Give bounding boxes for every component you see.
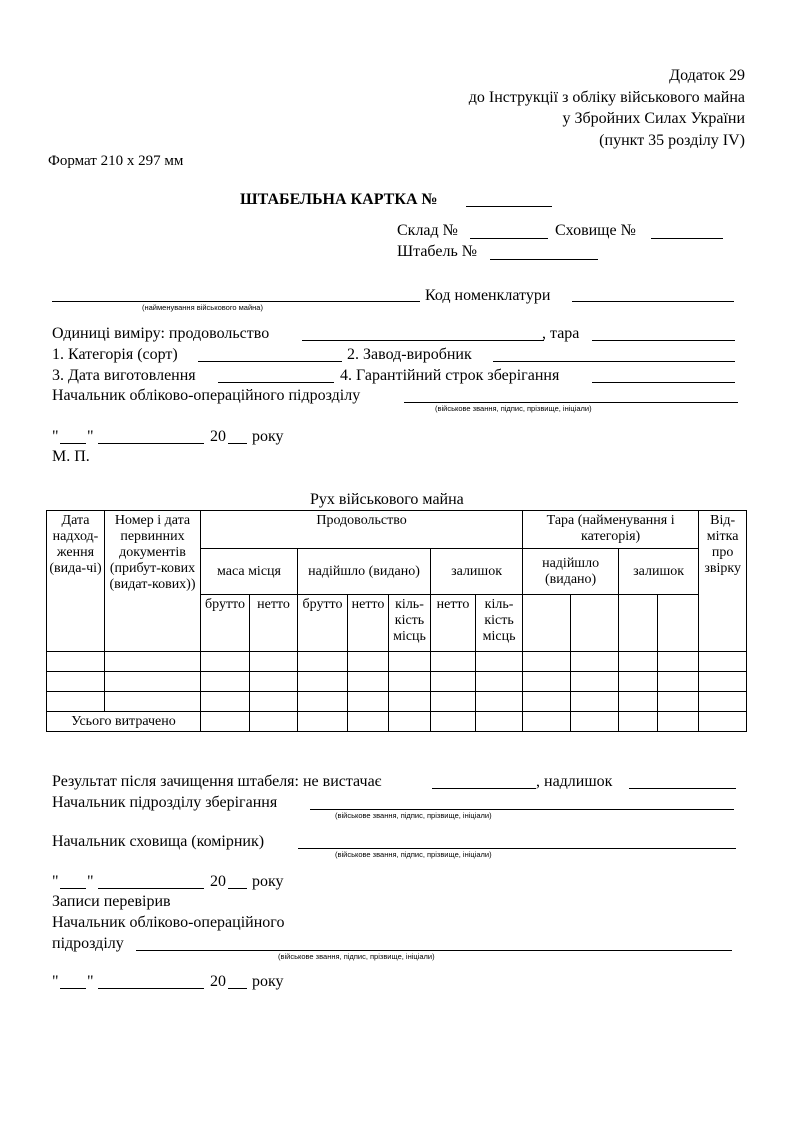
date-open-quote-1: " xyxy=(52,428,59,445)
records-checked-label: Записи перевірив xyxy=(52,893,171,910)
head-accounting-signature-blank-2[interactable] xyxy=(136,950,732,951)
movement-table xyxy=(46,510,747,732)
date-close-quote-1: " xyxy=(87,428,94,445)
sub-arrived-header: надійшло (видано) xyxy=(298,549,431,595)
storage-blank[interactable] xyxy=(651,238,723,239)
year-prefix-1: 20 xyxy=(210,428,226,445)
gross-header: брутто xyxy=(201,595,250,652)
net-header: нетто xyxy=(250,595,298,652)
appendix-line-4: (пункт 35 розділу IV) xyxy=(599,132,745,149)
day-blank-3[interactable] xyxy=(60,988,86,989)
manufacturer-label: 2. Завод-виробник xyxy=(347,346,472,363)
subdivision-label: підрозділу xyxy=(52,935,124,952)
tare-label: , тара xyxy=(542,325,580,342)
tare-arrived-cell-a xyxy=(523,595,571,652)
col-food-header: Продовольство xyxy=(201,511,523,549)
head-accounting-label: Начальник обліково-операційного підрозділу xyxy=(52,387,361,404)
sub-balance-header: залишок xyxy=(431,549,523,595)
nomenclature-blank[interactable] xyxy=(572,301,734,302)
tare-balance-cell-a xyxy=(619,595,658,652)
table-row[interactable] xyxy=(47,652,747,672)
date-made-blank[interactable] xyxy=(218,382,334,383)
warranty-blank[interactable] xyxy=(592,382,735,383)
day-blank-1[interactable] xyxy=(60,443,86,444)
table-row[interactable] xyxy=(47,692,747,712)
manufacturer-blank[interactable] xyxy=(493,361,735,362)
card-number-blank[interactable] xyxy=(466,206,552,207)
head-accounting-signature-blank[interactable] xyxy=(404,402,738,403)
table-total-row[interactable] xyxy=(47,712,747,732)
appendix-line-2: до Інструкції з обліку військового майна xyxy=(468,89,745,106)
total-spent-label: Усього витрачено xyxy=(47,712,201,732)
signature-caption-3: (військове звання, підпис, прізвище, ініціали) xyxy=(335,850,492,859)
storage-label: Сховище № xyxy=(555,222,636,239)
category-label: 1. Категорія (сорт) xyxy=(52,346,178,363)
nomenclature-label: Код номенклатури xyxy=(425,287,551,304)
date-made-label: 3. Дата виготовлення xyxy=(52,367,196,384)
tare-balance-cell-b xyxy=(658,595,699,652)
year-suffix-2: року xyxy=(252,873,284,890)
date-open-quote-2: " xyxy=(52,873,59,890)
col-mark-header: Від-мітка про звірку xyxy=(699,511,747,652)
head-storehouse-label: Начальник сховища (комірник) xyxy=(52,833,265,850)
year-blank-1[interactable] xyxy=(228,443,247,444)
month-blank-1[interactable] xyxy=(98,443,204,444)
property-name-caption: (найменування військового майна) xyxy=(142,303,263,312)
year-prefix-3: 20 xyxy=(210,973,226,990)
stack-blank[interactable] xyxy=(490,259,598,260)
sub-tare-arrived-header: надійшло (видано) xyxy=(523,549,619,595)
table-row[interactable] xyxy=(47,672,747,692)
net-header-2: нетто xyxy=(348,595,389,652)
year-blank-2[interactable] xyxy=(228,888,247,889)
sub-tare-balance-header: залишок xyxy=(619,549,699,595)
signature-caption-1: (військове звання, підпис, прізвище, ініціали) xyxy=(435,404,592,413)
format-text: Формат 210 х 297 мм xyxy=(48,153,184,169)
year-blank-3[interactable] xyxy=(228,988,247,989)
month-blank-3[interactable] xyxy=(98,988,204,989)
units-label: Одиниці виміру: продовольство xyxy=(52,325,270,342)
col-docs-header: Номер і дата первинних документів (прибут-кових (видат-кових)) xyxy=(105,511,201,652)
year-suffix-3: року xyxy=(252,973,284,990)
surplus-blank[interactable] xyxy=(629,788,736,789)
tare-blank[interactable] xyxy=(592,340,735,341)
col-date-header: Дата надход-ження (вида-чі) xyxy=(47,511,105,652)
date-close-quote-3: " xyxy=(87,973,94,990)
warranty-label: 4. Гарантійний строк зберігання xyxy=(340,367,560,384)
year-prefix-2: 20 xyxy=(210,873,226,890)
head-storage-unit-label: Начальник підрозділу зберігання xyxy=(52,794,278,811)
units-food-blank[interactable] xyxy=(302,340,544,341)
result-label: Результат після зачищення штабеля: не вистачає xyxy=(52,773,382,790)
month-blank-2[interactable] xyxy=(98,888,204,889)
tare-arrived-cell-b xyxy=(571,595,619,652)
appendix-line-1: Додаток 29 xyxy=(669,67,745,84)
sub-mass-header: маса місця xyxy=(201,549,298,595)
gross-header-2: брутто xyxy=(298,595,348,652)
date-open-quote-3: " xyxy=(52,973,59,990)
count-header-2: кіль-кість місць xyxy=(476,595,523,652)
property-name-blank[interactable] xyxy=(52,301,420,302)
signature-caption-4: (військове звання, підпис, прізвище, ініціали) xyxy=(278,952,435,961)
day-blank-2[interactable] xyxy=(60,888,86,889)
head-storage-unit-signature-blank[interactable] xyxy=(310,809,734,810)
table-title: Рух військового майна xyxy=(310,491,464,508)
head-accounting-label-2: Начальник обліково-операційного xyxy=(52,914,285,931)
appendix-line-3: у Збройних Силах України xyxy=(562,110,745,127)
year-suffix-1: року xyxy=(252,428,284,445)
net-header-3: нетто xyxy=(431,595,476,652)
count-header: кіль-кість місць xyxy=(389,595,431,652)
shortage-blank[interactable] xyxy=(432,788,536,789)
stack-label: Штабель № xyxy=(397,243,478,260)
warehouse-blank[interactable] xyxy=(470,238,548,239)
head-storehouse-signature-blank[interactable] xyxy=(298,848,736,849)
date-close-quote-2: " xyxy=(87,873,94,890)
page-title: ШТАБЕЛЬНА КАРТКА № xyxy=(240,191,438,208)
signature-caption-2: (військове звання, підпис, прізвище, ініціали) xyxy=(335,811,492,820)
col-tare-header: Тара (найменування і категорія) xyxy=(523,511,699,549)
stamp-text: М. П. xyxy=(52,448,90,465)
category-blank[interactable] xyxy=(198,361,342,362)
surplus-label: , надлишок xyxy=(536,773,613,790)
warehouse-label: Склад № xyxy=(397,222,458,239)
